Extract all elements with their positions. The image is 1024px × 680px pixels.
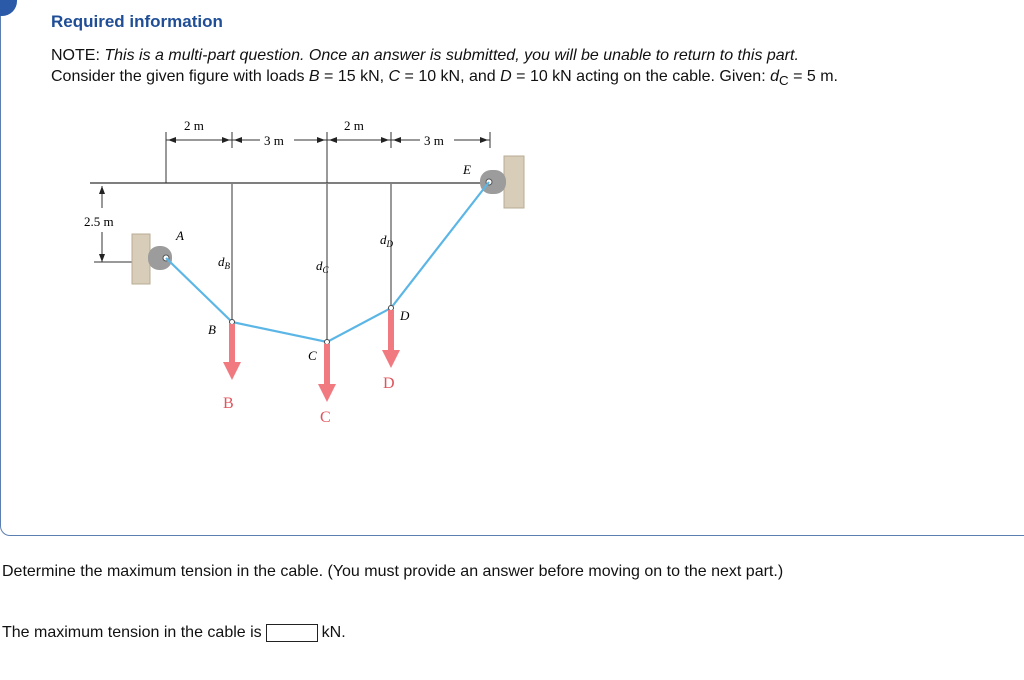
dim-3m-right: 3 m (424, 133, 444, 148)
panel-indicator-icon (0, 0, 17, 16)
dD-label: $d_D$ (380, 232, 393, 249)
var-dC: d (770, 68, 779, 85)
load-arrow-D (382, 310, 400, 368)
value-D: = 10 kN acting on the cable. Given: (511, 68, 771, 85)
var-B: B (308, 68, 320, 85)
answer-prefix: The maximum tension in the cable is (2, 624, 262, 641)
label-D: D (400, 308, 410, 323)
var-C: C (388, 68, 401, 85)
value-dC: = 5 m. (788, 68, 838, 85)
value-B: = 15 kN, (319, 68, 389, 85)
note-line2-prefix: Consider the given figure with loads (51, 68, 309, 85)
sag-dimension-lines (232, 184, 391, 342)
note-line-1 (51, 45, 838, 66)
note-line-2 (51, 66, 838, 91)
note-label: NOTE: (51, 47, 100, 64)
label-C: C (308, 348, 317, 363)
dim-3m-left: 3 m (264, 133, 284, 148)
load-arrow-C (318, 344, 336, 402)
value-C: = 10 kN, and (400, 68, 501, 85)
var-D: D (500, 68, 512, 85)
support-E (480, 156, 524, 208)
cable-figure (80, 110, 540, 440)
dim-2m-left: 2 m (184, 118, 204, 133)
max-tension-input[interactable] (266, 624, 318, 642)
answer-unit: kN. (321, 624, 346, 641)
load-label-D: D (383, 375, 395, 392)
label-B: B (208, 322, 216, 337)
dB-label: $d_B$ (218, 254, 230, 271)
label-E: E (463, 162, 471, 177)
dim-25m-label: 2.5 m (84, 214, 114, 229)
question-text: Determine the maximum tension in the cable. (You must provide an answer before moving on to the next part.) (2, 563, 784, 580)
dC-label: $d_C$ (316, 258, 329, 275)
answer-row (2, 624, 346, 642)
note-italic: This is a multi-part question. Once an answer is submitted, you will be unable to return to this part. (104, 47, 799, 64)
var-dC-sub: C (778, 73, 789, 89)
load-label-C: C (320, 409, 331, 426)
label-A: A (176, 228, 184, 243)
load-arrow-B (223, 324, 241, 380)
dim-2m-right: 2 m (344, 118, 364, 133)
load-label-B: B (223, 395, 234, 412)
note-text (51, 45, 838, 91)
required-information-title: Required information (51, 12, 223, 31)
